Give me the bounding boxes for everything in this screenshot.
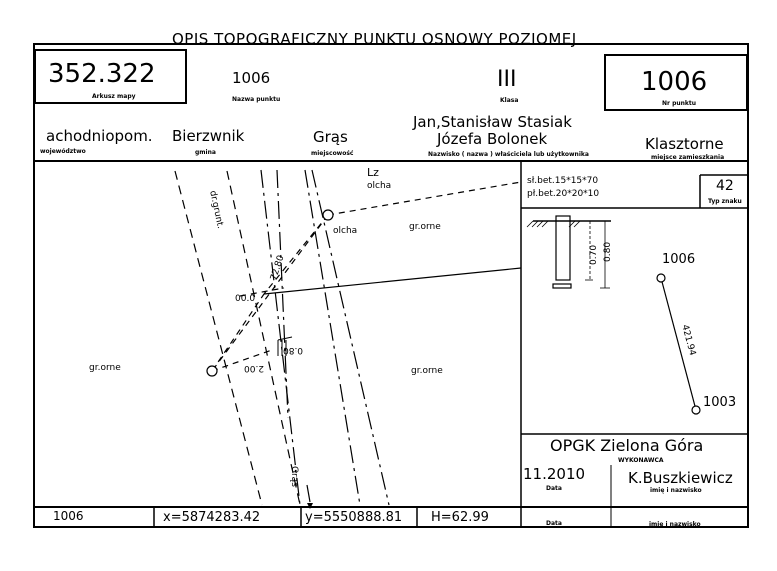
executor-name: OPGK Zielona Góra	[550, 436, 704, 455]
network-point-2: 1003	[703, 395, 737, 410]
executor-person: K.Buszkiewicz	[628, 469, 733, 487]
tree-label: olcha	[333, 226, 358, 236]
marker-spec-2: pł.bet.20*20*10	[527, 189, 600, 199]
residence-caption: miejsce zamieszkania	[651, 154, 725, 161]
coord-x: x=5874283.42	[163, 510, 261, 525]
residence: Klasztorne	[645, 135, 724, 153]
voivodeship-caption: województwo	[40, 148, 86, 155]
point-number-caption: Nr punktu	[662, 100, 697, 107]
sheet-number: 352.322	[48, 59, 156, 89]
person-caption-2: imię i nazwisko	[649, 521, 701, 528]
page-title: OPIS TOPOGRAFICZNY PUNKTU OSNOWY POZIOMEJ	[172, 30, 577, 48]
coord-point: 1006	[53, 509, 84, 523]
marker-dim-1: 0.70	[589, 244, 599, 265]
field-e: gr.orne	[411, 366, 443, 376]
place-caption: miejscowość	[311, 150, 354, 157]
point-class: III	[497, 67, 517, 92]
executor-date: 11.2010	[523, 465, 586, 483]
field-w: gr.orne	[89, 363, 121, 373]
owner-1: Jan,Stanisław Stasiak	[413, 113, 572, 131]
forest-tree-label: olcha	[367, 181, 392, 191]
point-number: 1006	[641, 67, 708, 97]
executor-caption: WYKONAWCA	[618, 457, 664, 464]
point-name-caption: Nazwa punktu	[232, 96, 281, 103]
marker-type-caption: Typ znaku	[708, 198, 742, 205]
marker-spec-1: sł.bet.15*15*70	[527, 176, 599, 186]
distance-1: 72.80	[269, 254, 287, 282]
point-class-caption: Klasa	[500, 97, 519, 104]
voivodeship: achodniopom.	[46, 127, 153, 145]
distance-2: 00.0	[235, 294, 256, 304]
coord-y: y=5550888.81	[305, 510, 403, 525]
marker-dim-2: 0.80	[603, 241, 613, 262]
road-label: dr.grunt.	[207, 189, 226, 230]
point-name: 1006	[232, 69, 271, 87]
distance-4: 0.80	[283, 345, 304, 355]
executor-person-caption: imię i nazwisko	[650, 487, 702, 494]
sheet-caption: Arkusz mapy	[92, 93, 136, 100]
network-distance: 421.94	[679, 323, 698, 357]
distance-3: 2.00	[244, 363, 265, 373]
forest-label: Lz	[367, 166, 379, 179]
commune: Bierzwnik	[172, 127, 245, 145]
owner-caption: Nazwisko ( nazwa ) właściciela lub użytkownika	[428, 151, 589, 158]
direction-label: Grąs	[289, 466, 299, 487]
commune-caption: gmina	[195, 149, 216, 156]
field-ne: gr.orne	[409, 222, 441, 232]
marker-type: 42	[716, 178, 734, 194]
owner-2: Józefa Bolonek	[437, 130, 548, 148]
date-caption-2: Data	[546, 520, 562, 527]
network-point-1: 1006	[662, 252, 696, 267]
place: Grąs	[313, 128, 348, 146]
executor-date-caption: Data	[546, 485, 562, 492]
coord-h: H=62.99	[431, 510, 489, 525]
